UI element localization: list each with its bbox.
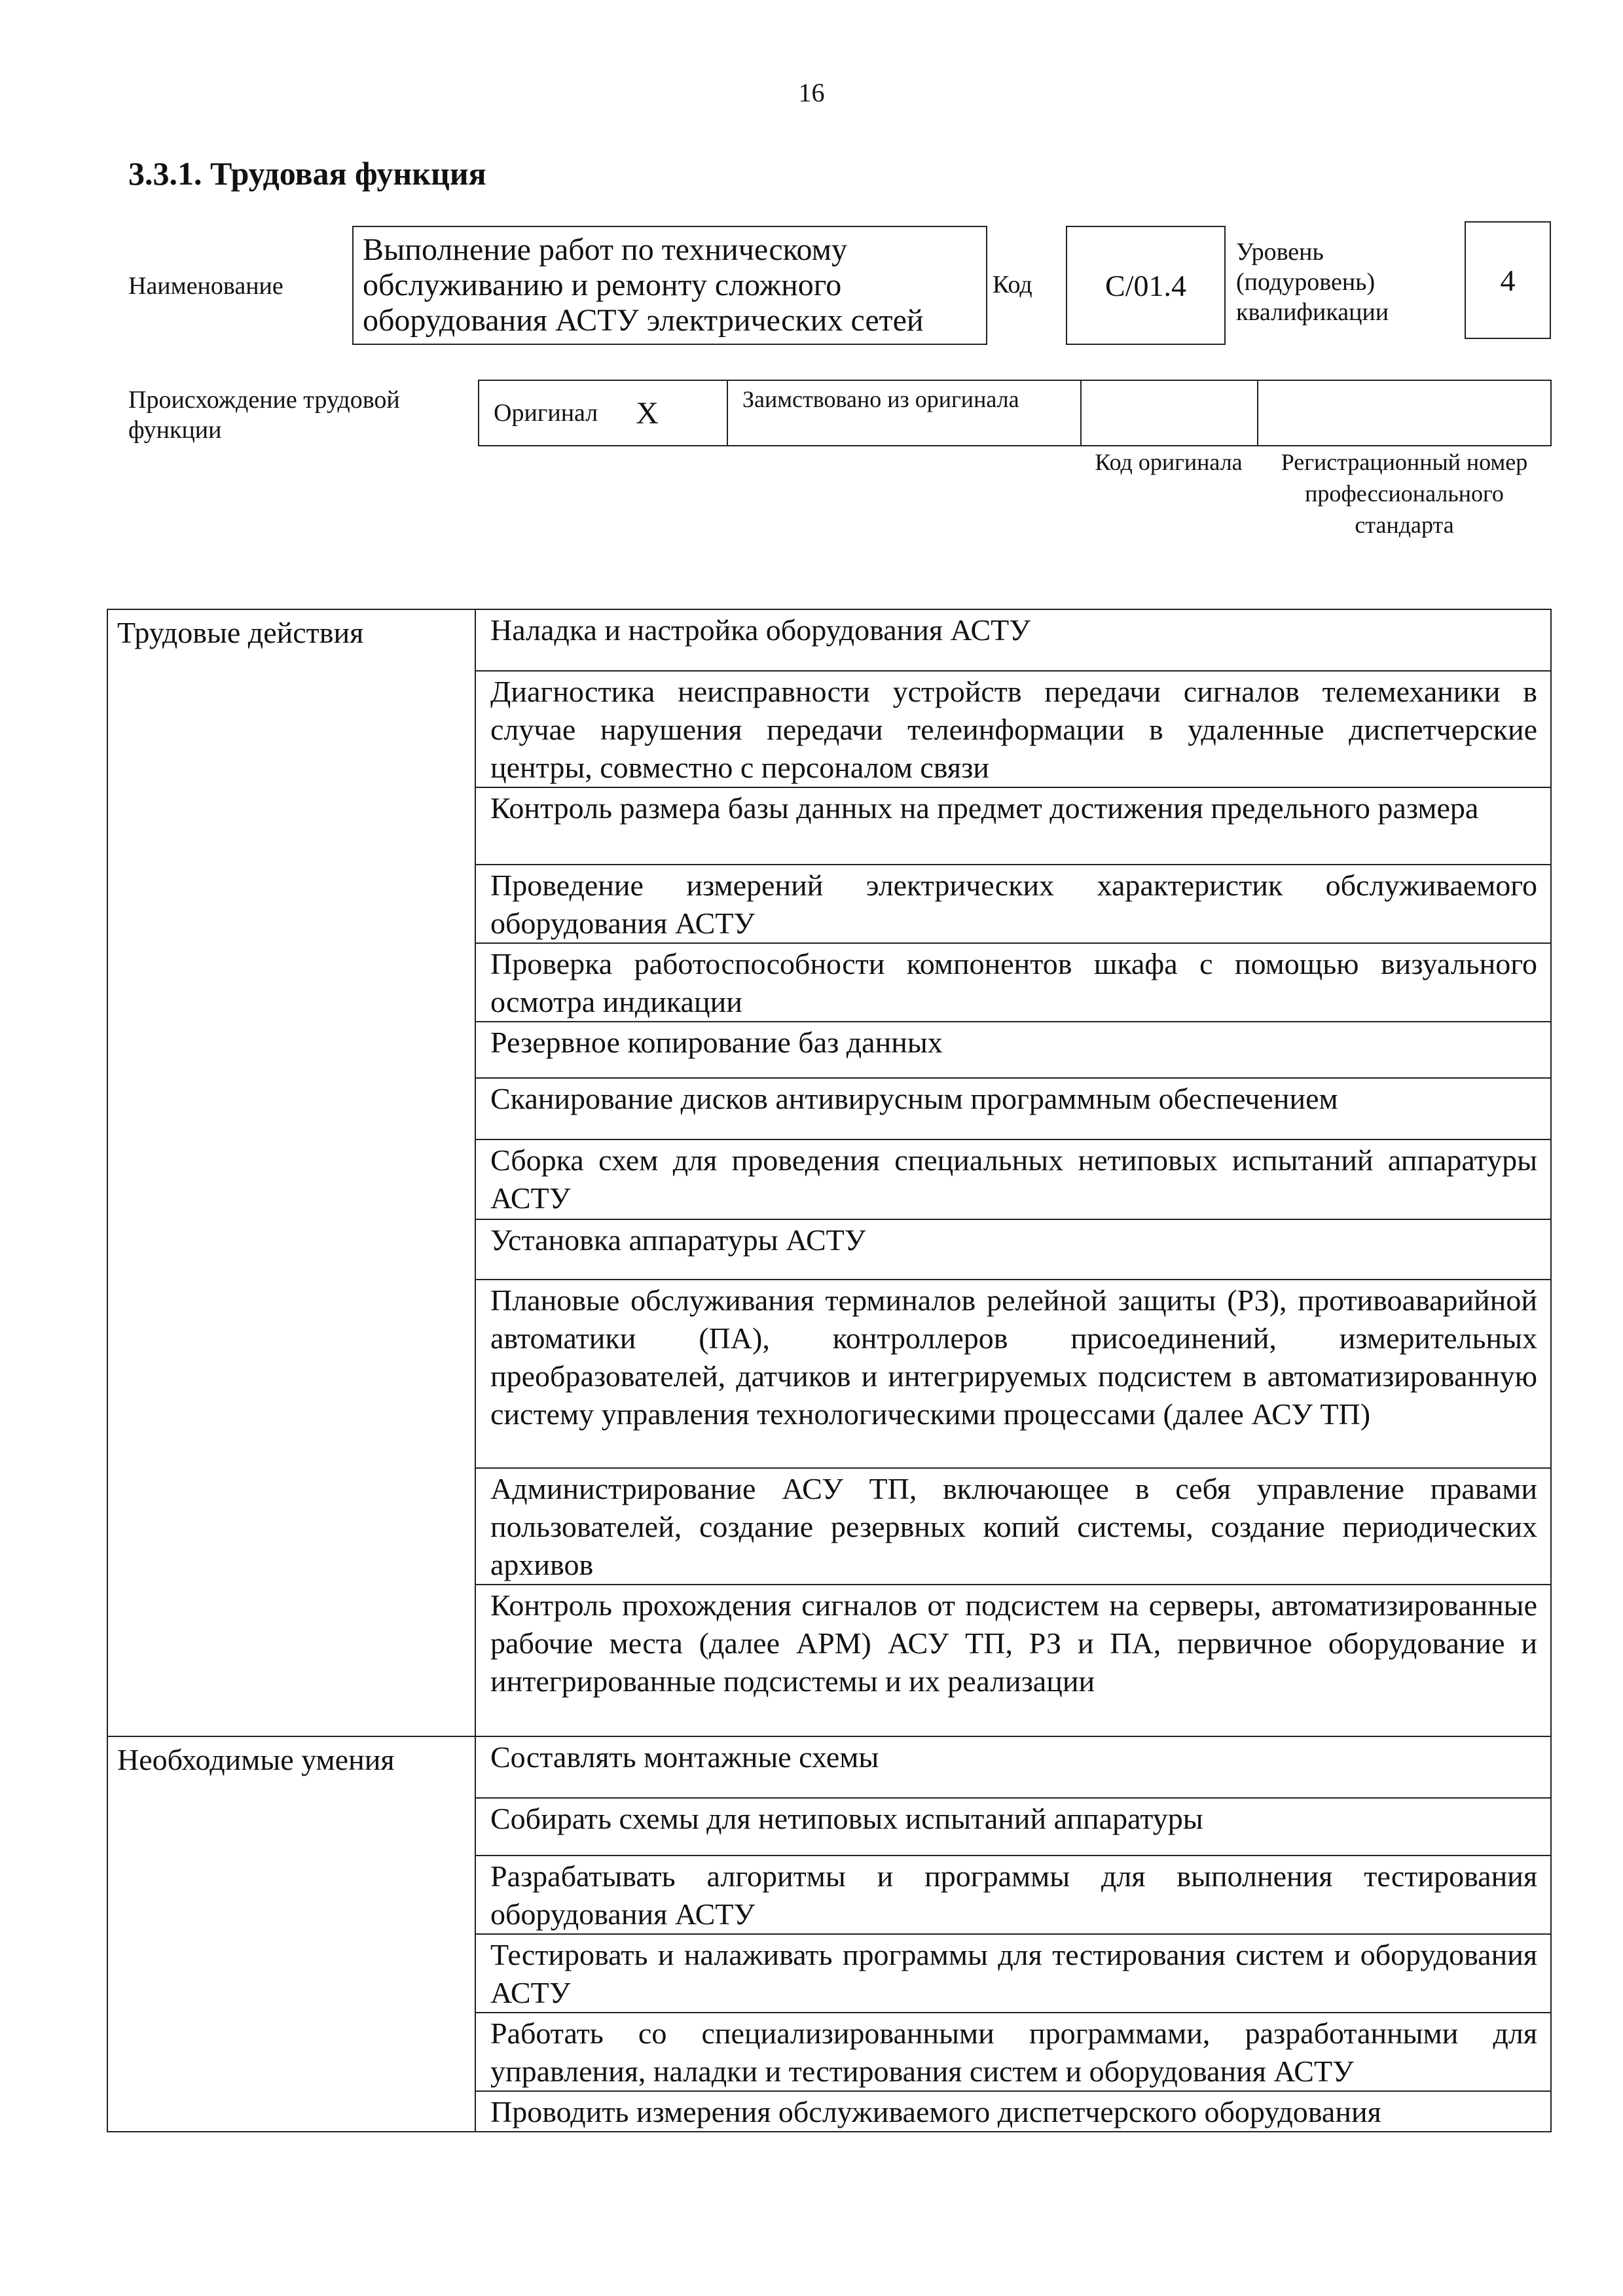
labor-action-item: Проведение измерений электрических характеристик обслуживаемого оборудования АСТУ (475, 865, 1551, 943)
labor-function-table (107, 609, 1552, 2132)
labor-action-item: Сканирование дисков антивирусным программным обеспечением (475, 1078, 1551, 1139)
labor-action-item: Наладка и настройка оборудования АСТУ (475, 609, 1551, 671)
labor-action-item: Контроль размера базы данных на предмет достижения предельного размера (475, 787, 1551, 865)
skill-item: Составлять монтажные схемы (475, 1736, 1551, 1798)
section-title: 3.3.1. Трудовая функция (128, 155, 486, 192)
skill-item: Разрабатывать алгоритмы и программы для выполнения тестирования оборудования АСТУ (475, 1856, 1551, 1934)
skill-item: Собирать схемы для нетиповых испытаний аппаратуры (475, 1798, 1551, 1856)
page-number: 16 (798, 78, 825, 107)
code-label: Код (993, 271, 1032, 298)
original-mark: X (636, 395, 659, 431)
skill-item: Работать со специализированными программами, разработанными для управления, наладки и тестирования систем и оборудования АСТУ (475, 2013, 1551, 2091)
borrowed-label: Заимствовано из оригинала (728, 381, 1082, 445)
registration-number-cell (1258, 381, 1550, 445)
skill-item: Тестировать и налаживать программы для тестирования систем и оборудования АСТУ (475, 1934, 1551, 2013)
level-box: 4 (1465, 221, 1551, 339)
function-name-box: Выполнение работ по техническому обслуживанию и ремонту сложного оборудования АСТУ электрических сетей (352, 226, 987, 345)
labor-action-item: Диагностика неисправности устройств передачи сигналов телемеханики в случае нарушения передачи телеинформации в удаленные диспетчерские центры, совместно с персоналом связи (475, 671, 1551, 787)
level-label: Уровень (подуровень) квалификации (1236, 238, 1389, 326)
name-label: Наименование (128, 272, 283, 300)
original-label: Оригинал (494, 399, 598, 427)
labor-action-item: Резервное копирование баз данных (475, 1022, 1551, 1078)
origin-row (478, 380, 1552, 446)
original-cell (479, 381, 728, 445)
labor-action-item: Сборка схем для проведения специальных нетиповых испытаний аппаратуры АСТУ (475, 1139, 1551, 1219)
required-skills-label: Необходимые умения (107, 1736, 475, 2132)
original-code-cell (1082, 381, 1258, 445)
labor-action-item: Проверка работоспособности компонентов шкафа с помощью визуального осмотра индикации (475, 943, 1551, 1022)
code-original-caption: Код оригинала (1095, 449, 1243, 475)
labor-action-item: Установка аппаратуры АСТУ (475, 1219, 1551, 1280)
registration-caption: Регистрационный номер профессионального стандарта (1281, 449, 1528, 538)
skill-item: Проводить измерения обслуживаемого диспетчерского оборудования (475, 2091, 1551, 2132)
code-box: C/01.4 (1066, 226, 1226, 345)
origin-label: Происхождение трудовой функции (128, 386, 400, 444)
labor-action-item: Контроль прохождения сигналов от подсистем на серверы, автоматизированные рабочие места (далее АРМ) АСУ ТП, РЗ и ПА, первичное оборудование и интегрированные подсистемы и их реализации (475, 1585, 1551, 1736)
labor-actions-label: Трудовые действия (107, 609, 475, 1736)
labor-action-item: Администрирование АСУ ТП, включающее в себя управление правами пользователей, создание резервных копий системы, создание периодических архивов (475, 1468, 1551, 1585)
labor-action-item: Плановые обслуживания терминалов релейной защиты (РЗ), противоаварийной автоматики (ПА), контроллеров присоединений, измерительных преобразователей, датчиков и интегрируемых подсистем в автоматизированную систему управления технологическими процессами (далее АСУ ТП) (475, 1280, 1551, 1468)
